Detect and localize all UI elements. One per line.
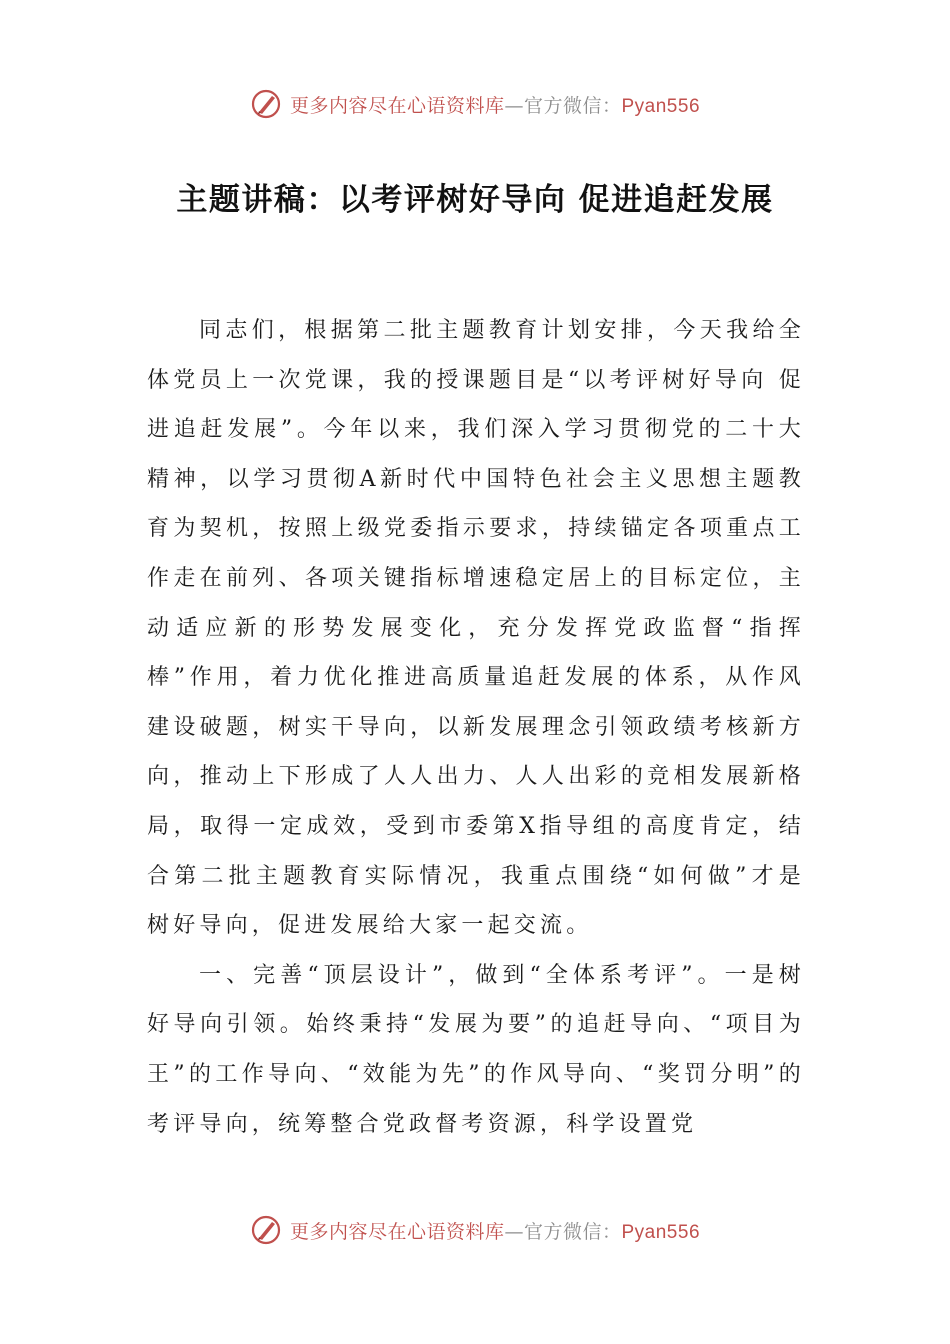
document-body — [147, 306, 805, 1149]
header-watermark — [0, 84, 950, 124]
watermark-brand: 更多内容尽在心语资料库 — [289, 1220, 505, 1243]
body-paragraph-section-one: 一、完善“顶层设计”，做到“全体系考评”。一是树好导向引领。始终秉持“发展为要”的追赶导向、“项目为王”的工作导向、“效能为先”的作风导向、“奖罚分明”的考评导向，统筹整合党政督考资源，科学设置党 — [147, 962, 805, 1137]
document-title: 主题讲稿：以考评树好导向 促进追赶发展 — [176, 182, 774, 218]
pen-circle-logo-icon — [250, 1214, 282, 1246]
watermark-wechat-id: Pyan556 — [621, 95, 701, 117]
watermark-text — [290, 91, 700, 118]
watermark-official-label: 官方微信： — [523, 1220, 622, 1243]
watermark-text — [290, 1217, 700, 1244]
watermark-dash: — — [504, 94, 524, 117]
body-paragraph-intro: 同志们，根据第二批主题教育计划安排，今天我给全体党员上一次党课，我的授课题目是“以考评树好导向 促进追赶发展”。今年以来，我们深入学习贯彻党的二十大精神，以学习贯彻A新时代中国特色社会主义思想主题教育为契机，按照上级党委指示要求，持续锚定各项重点工作走在前列、各项关键指标增速稳定居上的目标定位，主动适应新的形势发展变化，充分发挥党政监督“指挥棒”作用，着力优化推进高质量追赶发展的体系，从作风建设破题，树实干导向，以新发展理念引领政绩考核新方向，推动上下形成了人人出力、人人出彩的竞相发展新格局，取得一定成效，受到市委第X指导组的高度肯定，结合第二批主题教育实际情况，我重点围绕“如何做”才是树好导向，促进发展给大家一起交流。 — [147, 318, 805, 939]
watermark-official-label: 官方微信： — [523, 94, 622, 117]
watermark-wechat-id: Pyan556 — [621, 1221, 701, 1243]
watermark-brand: 更多内容尽在心语资料库 — [289, 94, 505, 117]
pen-circle-logo-icon — [250, 88, 282, 120]
footer-watermark — [0, 1210, 950, 1250]
watermark-dash: — — [504, 1220, 524, 1243]
